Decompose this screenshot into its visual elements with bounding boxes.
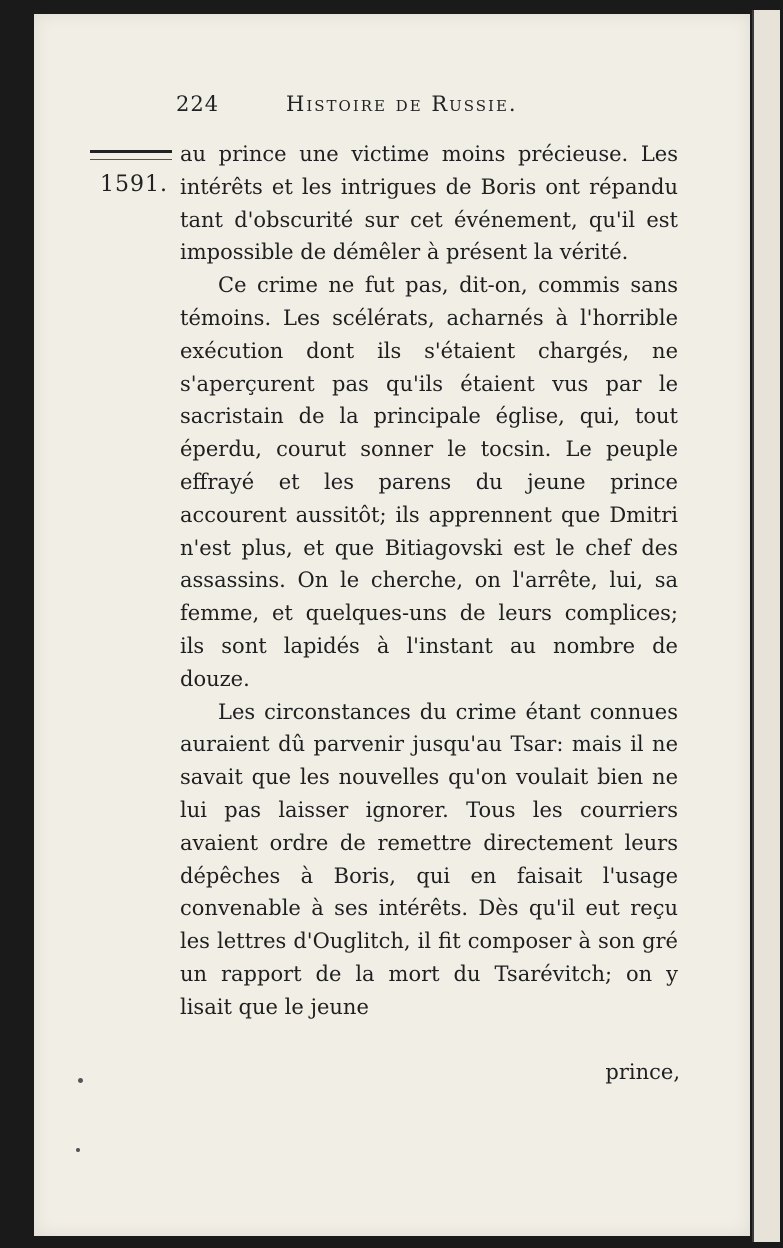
paragraph: Ce crime ne fut pas, dit-on, commis sans témoins. Les scélérats, acharnés à l'horrible exécution dont ils s'étaient chargés, ne s'aperçurent pas qu'ils étaient vus par le sacristain de la principale église, qui, tout éperdu, courut sonner le tocsin. Le peuple effrayé et les parens du jeune prince accourent aussitôt; ils apprennent que Dmitri n'est plus, et que Bitiagovski est le chef des assassins. On le cherche, on l'arrête, lui, sa femme, et quelques-uns de leurs complices; ils sont lapidés à l'instant au nombre de douze. xyxy=(180,273,678,691)
facing-page-edge xyxy=(752,10,780,1242)
page-number: 224 xyxy=(176,92,220,116)
body-text xyxy=(180,138,678,1024)
paper-speck xyxy=(76,1148,80,1152)
margin-year: 1591. xyxy=(100,172,168,197)
paragraph: au prince une victime moins précieuse. Les intérêts et les intrigues de Boris ont répandu tant d'obscurité sur cet événement, qu'il est impossible de démêler à présent la vérité. xyxy=(180,142,678,265)
paragraph: Les circonstances du crime étant connues auraient dû parvenir jusqu'au Tsar: mais il ne savait que les nouvelles qu'on voulait bien ne lui pas laisser ignorer. Tous les courriers avaient ordre de remettre directement leurs dépêches à Boris, qui en faisait l'usage convenable à ses intérêts. Dès qu'il eut reçu les lettres d'Ouglitch, il fit composer à son gré un rapport de la mort du Tsarévitch; on y lisait que le jeune xyxy=(180,699,678,1019)
catchword: prince, xyxy=(605,1060,680,1084)
paper-speck xyxy=(78,1078,83,1083)
running-title: Histoire de Russie. xyxy=(286,92,518,116)
margin-rule xyxy=(90,150,172,160)
